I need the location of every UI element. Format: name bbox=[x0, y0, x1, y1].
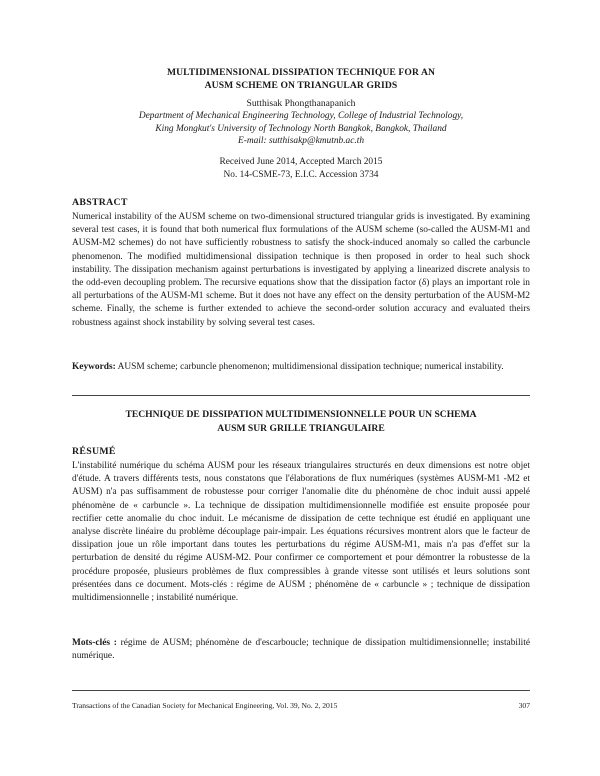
keywords-text: AUSM scheme; carbuncle phenomenon; multidimensional dissipation technique; numerical instability. bbox=[117, 362, 504, 372]
affiliation-line-1: Department of Mechanical Engineering Technology, College of Industrial Technology, bbox=[138, 111, 464, 121]
received-date: Received June 2014, Accepted March 2015 bbox=[219, 157, 383, 167]
keywords-paragraph bbox=[72, 361, 530, 374]
journal-citation: Transactions of the Canadian Society for Mechanical Engineering, Vol. 39, No. 2, 2015 bbox=[72, 701, 338, 710]
page-footer bbox=[72, 700, 530, 711]
author-email: E-mail: sutthisakp@kmutnb.ac.th bbox=[237, 136, 365, 146]
paper-title bbox=[72, 66, 530, 92]
resume-text: L'instabilité numérique du schéma AUSM pour les réseaux triangulaires structurés en deux dimensions est notre objet d'étude. A travers différents tests, nous constatons que l'élaborations de flux numériques (systèmes AUSM-M1 -M2 et AUSM) n'a pas suffisamment de robustesse pour corriger l'anomalie dite du phénomène de choc induit aussi appelé phénomène de « carbuncle ». La technique de dissipation multidimensionnelle modifiée est ensuite proposée pour rectifier cette anomalie du choc induit. Le mécanisme de dissipation de cette technique est étudié en appliquant une analyse discrète linéaire du problème découplage pair-impair. Les équations récursives montrent alors que le facteur de dissipation joue un rôle important dans toutes les perturbations du régime AUSM-M1, mais n'a pas d'effet sur la perturbation de densité du régime AUSM-M2. Pour confirmer ce comportement et pour démontrer la robustesse de la procédure proposée, plusieurs problèmes de flux compressibles à grande vitesse sont utilisés et leurs solutions sont présentées dans ce document. Mots-clés : régime de AUSM ; phénomène de « carbuncle » ; technique de dissipation multidimensionnelle ; instabilité numérique. bbox=[72, 461, 530, 604]
french-title-line-2: AUSM SUR GRILLE TRIANGULAIRE bbox=[217, 423, 385, 434]
keywords-label: Keywords: bbox=[72, 362, 116, 372]
french-keywords-paragraph bbox=[72, 637, 530, 663]
abstract-text: Numerical instability of the AUSM scheme on two-dimensional structured triangular grids is investigated. By examining several test cases, it is found that both numerical flux formulations of the AUSM scheme (so-called the AUSM-M1 and AUSM-M2 schemes) do not have sufficiently robustness to satisfy the shock-induced anomaly so called the carbuncle phenomenon. The modified multidimensional dissipation technique is then proposed in order to heal such shock instability. The dissipation mechanism against perturbations is investigated by applying a linearized discrete analysis to the odd-even decoupling problem. The recursive equations show that the dissipation factor (δ) plays an important role in all perturbations of the AUSM-M1 scheme. But it does not have any effect on the density perturbation of the AUSM-M2 scheme. Finally, the scheme is further extended to achieve the second-order solution accuracy and evaluated theirs robustness against shock instability by solving several test cases. bbox=[72, 212, 530, 328]
footer-divider bbox=[72, 690, 530, 691]
title-line-1: MULTIDIMENSIONAL DISSIPATION TECHNIQUE FOR AN bbox=[166, 67, 436, 78]
french-keywords-label: Mots-clés : bbox=[72, 638, 117, 648]
author-affiliation bbox=[72, 110, 530, 148]
submission-info bbox=[72, 156, 530, 181]
section-divider-top bbox=[72, 395, 530, 396]
french-title-line-1: TECHNIQUE DE DISSIPATION MULTIDIMENSIONNELLE POUR UN SCHEMA bbox=[125, 409, 477, 420]
accession-number: No. 14-CSME-73, E.I.C. Accession 3734 bbox=[223, 169, 379, 180]
french-keywords-text: régime de AUSM; phénomène de d'escarboucle; technique de dissipation multidimensionnelle; instabilité numérique. bbox=[72, 638, 530, 662]
author-name: Sutthisak Phongthanapanich bbox=[246, 98, 356, 109]
abstract-heading: ABSTRACT bbox=[72, 197, 128, 208]
page-number: 307 bbox=[518, 701, 530, 710]
resume-heading: RÉSUMÉ bbox=[72, 446, 116, 457]
affiliation-line-2: King Mongkut's University of Technology North Bangkok, Bangkok, Thailand bbox=[155, 123, 447, 134]
title-line-2: AUSM SCHEME ON TRIANGULAR GRIDS bbox=[204, 80, 398, 91]
french-title bbox=[72, 408, 530, 436]
